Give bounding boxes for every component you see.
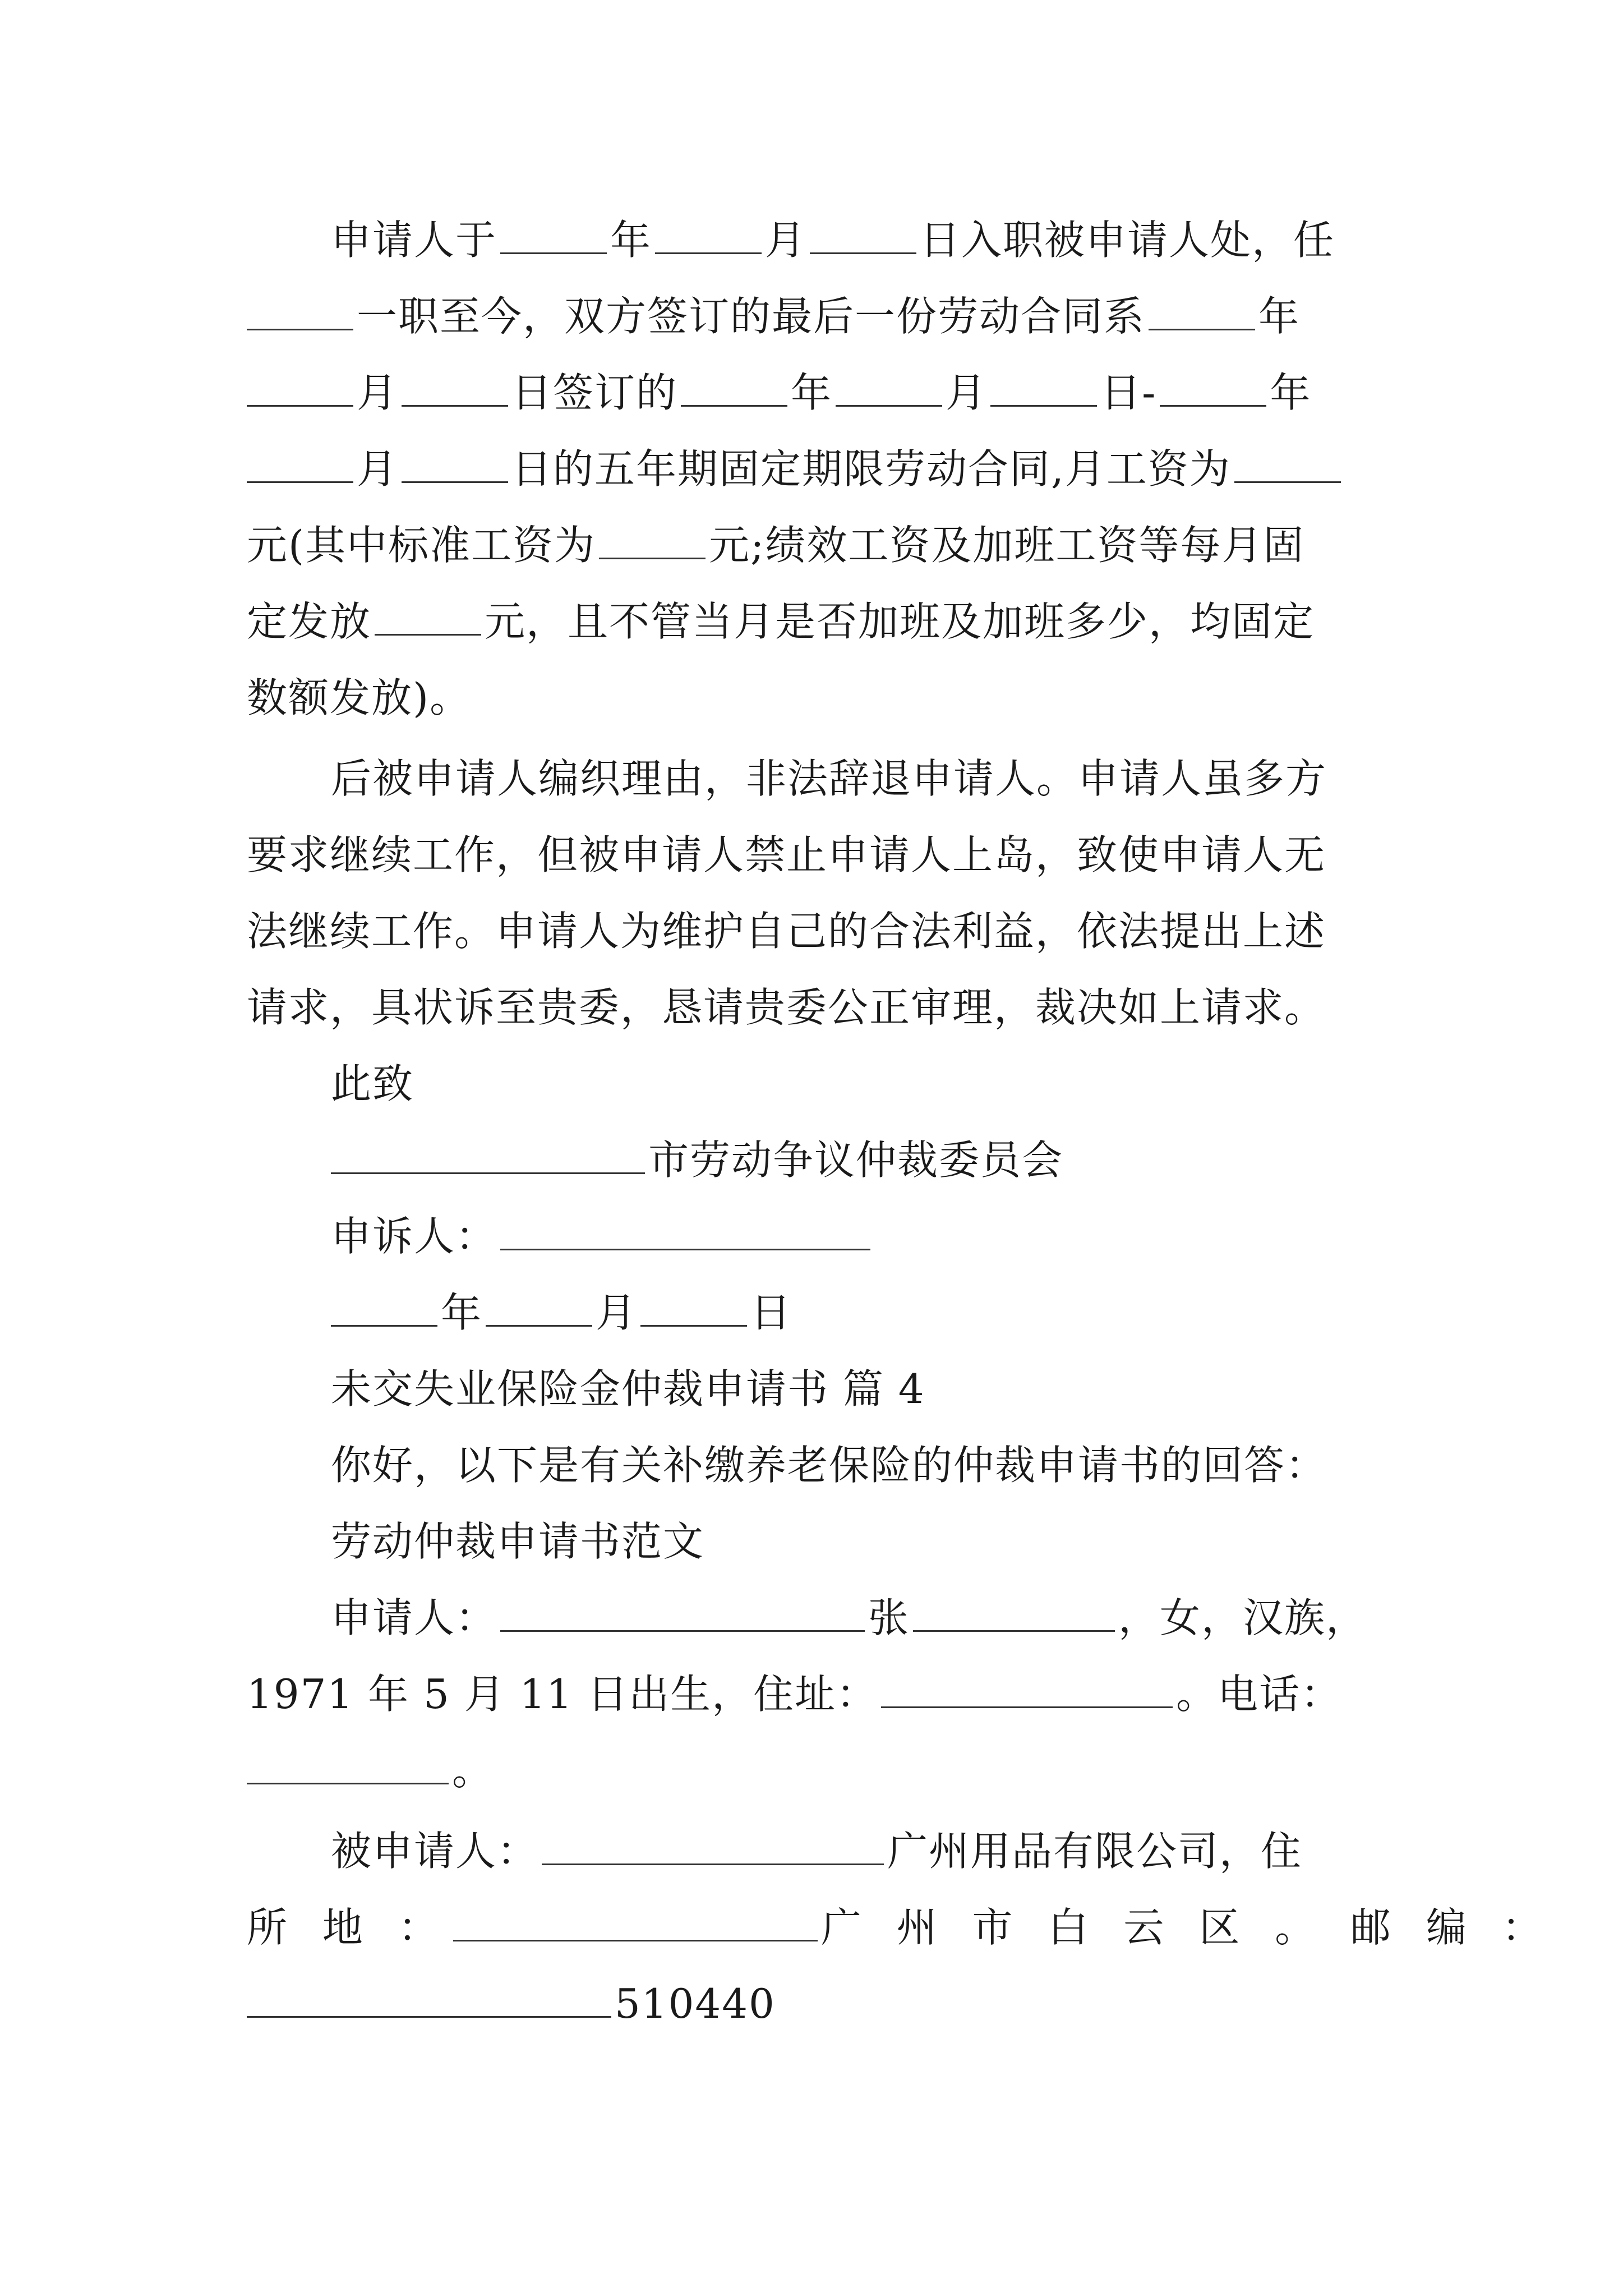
blank-line xyxy=(331,1303,437,1327)
applicant-line-2 xyxy=(247,1666,1374,1722)
p2-line-1: 后被申请人编织理由，非法辞退申请人。申请人虽多方 xyxy=(331,755,1327,802)
p1-line-7: 数额发放)。 xyxy=(247,674,472,721)
text: 月 xyxy=(357,369,399,416)
text: 一职至今，双方签订的最后一份劳动合同系 xyxy=(357,293,1146,340)
blank-line xyxy=(375,611,481,636)
p2-line-4: 请求，具状诉至贵委，恳请贵委公正审理，裁决如上请求。 xyxy=(247,984,1326,1031)
blank-line xyxy=(247,459,353,483)
text: 日- xyxy=(1100,369,1157,416)
text: 月 xyxy=(765,217,807,264)
text: 张 xyxy=(868,1594,910,1641)
respondent-line-1 xyxy=(331,1823,1374,1879)
blank-line xyxy=(836,383,942,407)
text: 月 xyxy=(946,369,988,416)
blank-line xyxy=(486,1303,592,1327)
text: 广州用品有限公司，住 xyxy=(887,1828,1303,1875)
p1-line-3 xyxy=(247,365,1374,421)
p1-line-1 xyxy=(331,212,1374,268)
blank-line xyxy=(599,535,706,559)
p2-line-2: 要求继续工作，但被申请人禁止申请人上岛，致使申请人无 xyxy=(247,831,1326,878)
text: 元(其中标准工资为 xyxy=(247,522,596,569)
blank-line xyxy=(1234,459,1341,483)
text: 日 xyxy=(750,1289,792,1336)
blank-line xyxy=(247,383,353,407)
address-blank xyxy=(881,1684,1173,1708)
respondent-line-2 xyxy=(247,1899,1553,1955)
text: 广 州 市 白 云 区 。 邮 编 ： xyxy=(820,1904,1553,1951)
text: 元;绩效工资及加班工资等每月固 xyxy=(709,522,1305,569)
blank-line xyxy=(500,230,607,254)
text: 。 xyxy=(452,1747,494,1794)
sample-title: 劳动仲裁申请书范文 xyxy=(331,1518,705,1565)
text: 定发放 xyxy=(247,598,372,645)
text: 年 xyxy=(610,217,652,264)
intro-line: 你好，以下是有关补缴养老保险的仲裁申请书的回答： xyxy=(331,1442,1327,1489)
blank-line xyxy=(640,1303,747,1327)
postcode-text: 510440 xyxy=(615,1980,776,2027)
section-heading: 未交失业保险金仲裁申请书 篇 4 xyxy=(331,1365,925,1412)
text: ，女，汉族， xyxy=(1118,1594,1368,1641)
committee-line xyxy=(331,1132,1374,1188)
text: 申请人： xyxy=(331,1594,497,1641)
p1-line-6 xyxy=(247,593,1374,650)
blank-line xyxy=(655,230,762,254)
closing-text: 此致 xyxy=(331,1060,414,1107)
text: 日的五年期固定期限劳动合同,月工资为 xyxy=(511,445,1231,493)
p1-line-5 xyxy=(247,517,1374,573)
text: 1971 年 5 月 11 日出生，住址： xyxy=(247,1671,878,1718)
text: 市劳动争议仲裁委员会 xyxy=(648,1137,1064,1184)
text: 元，且不管当月是否加班及加班多少，均固定 xyxy=(485,598,1315,645)
text: 日签订的 xyxy=(511,369,678,416)
blank-line xyxy=(331,1150,645,1174)
text: 申诉人： xyxy=(331,1213,497,1260)
blank-line xyxy=(1149,306,1255,330)
blank-line xyxy=(402,459,508,483)
applicant-line-3 xyxy=(247,1742,1374,1798)
blank-line xyxy=(402,383,508,407)
blank-line xyxy=(500,1608,865,1632)
text: 所 地 ： xyxy=(247,1904,450,1951)
text: 被申请人： xyxy=(331,1828,539,1875)
blank-line xyxy=(990,383,1097,407)
blank-line xyxy=(681,383,787,407)
blank-line xyxy=(542,1841,884,1865)
text: 月 xyxy=(596,1289,638,1336)
text: 年 xyxy=(1258,293,1301,340)
blank-line xyxy=(453,1917,818,1941)
signature-blank xyxy=(500,1226,870,1250)
p1-line-2 xyxy=(247,288,1374,344)
blank-line xyxy=(913,1608,1115,1632)
blank-line xyxy=(1160,383,1266,407)
p2-line-3: 法继续工作。申请人为维护自己的合法利益，依法提出上述 xyxy=(247,908,1326,955)
text: 年 xyxy=(1270,369,1312,416)
blank-line xyxy=(810,230,916,254)
applicant-line-1 xyxy=(331,1590,1374,1646)
text: 年 xyxy=(441,1289,483,1336)
p1-line-4 xyxy=(247,441,1374,497)
text: 日入职被申请人处，任 xyxy=(920,217,1335,264)
phone-blank xyxy=(247,1760,449,1784)
blank-line xyxy=(247,1994,611,2018)
text: 月 xyxy=(357,445,399,493)
blank-line xyxy=(247,306,353,330)
text: 申请人于 xyxy=(331,217,497,264)
respondent-line-3 xyxy=(247,1976,1374,2032)
text: 年 xyxy=(791,369,833,416)
complainant-line xyxy=(331,1208,1374,1264)
text: 。电话： xyxy=(1176,1671,1343,1718)
date-line xyxy=(331,1285,1374,1341)
